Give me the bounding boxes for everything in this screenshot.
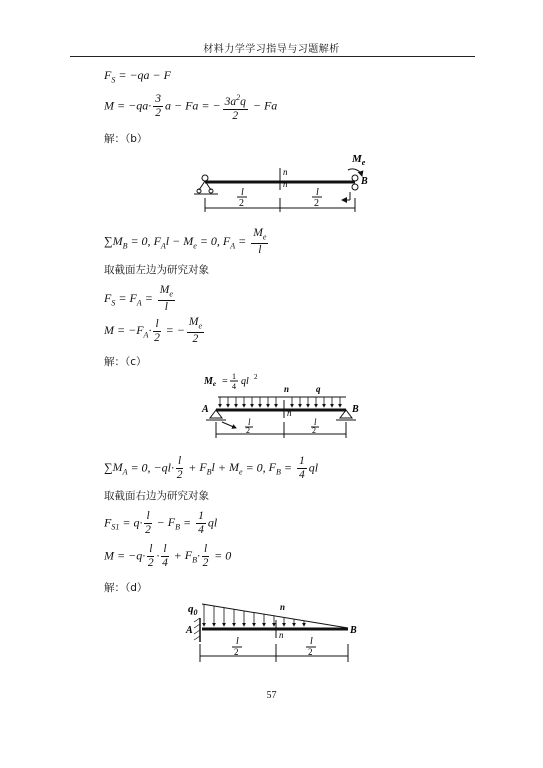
equation-c-M: M = −q· $\frac{l}{2}$ · $\frac{l}{4}$ + $F_B\cdot$ $\frac{l}{2}$ = 0 [104, 543, 232, 569]
fig-c-support-b: B [352, 404, 359, 415]
fig-c-load-q: q [316, 384, 321, 394]
solution-b-section-text: 取截面左边为研究对象 [104, 264, 209, 276]
svg-text:l: l [248, 417, 251, 427]
fig-b-moment-label: $M_e$ [352, 153, 366, 167]
figure-c-beam-diagram [196, 370, 366, 440]
equation-c-moment: $\sum M_A = 0$, −ql· $\frac{l}{2}$ + $F_Bl + M_e = 0$, $F_B$ = $\frac{1}{4}$ ql [104, 455, 319, 481]
equation-b-shear: $F_S = F_A$ = $\frac{M_e}{l}$ [104, 284, 173, 314]
svg-text:2: 2 [308, 647, 313, 657]
svg-text:l: l [236, 636, 239, 647]
fig-b-section-n-bottom: n [283, 179, 288, 189]
equation-moment-prev: M = −qa· $\frac{3}{2}$ a − Fa = − $\frac{3a^2q}{2}$ − Fa [104, 93, 278, 122]
fig-b-dim-left: l [241, 187, 244, 198]
fig-b-dim-right: l [316, 187, 319, 198]
fig-b-section-n-top: n [283, 167, 288, 177]
svg-text:2: 2 [246, 426, 250, 435]
page-number: 57 [266, 690, 277, 701]
solution-c-section-text: 取截面右边为研究对象 [104, 490, 209, 502]
figure-b-beam-diagram [190, 148, 390, 218]
svg-text:2: 2 [239, 198, 244, 209]
solution-d-label: 解：（d） [104, 582, 148, 594]
fig-d-support-a: A [186, 625, 193, 636]
equation-shear-prev: $F_S = -qa - F$ [104, 68, 171, 85]
fig-d-load-q0: $q_0$ [188, 603, 198, 617]
solution-c-label: 解：（c） [104, 356, 147, 368]
svg-text:2: 2 [254, 373, 258, 381]
equation-c-shear: $F_{S1} = q\cdot$ $\frac{l}{2}$ − $F_B$ = $\frac{1}{4}$ ql [104, 510, 218, 536]
svg-text:=: = [222, 376, 228, 387]
svg-text:n: n [279, 630, 284, 640]
svg-text:1: 1 [232, 372, 236, 381]
svg-text:ql: ql [241, 376, 249, 387]
running-header: 材料力学学习指导与习题解析 [203, 44, 340, 55]
fig-b-support-b: B [361, 176, 368, 187]
svg-text:l: l [314, 417, 317, 427]
svg-text:2: 2 [312, 426, 316, 435]
equation-b-M: $M = -F_A\cdot$ $\frac{l}{2}$ = − $\frac{M_e}{2}$ [104, 316, 202, 346]
fig-d-support-b: B [350, 625, 357, 636]
svg-text:2: 2 [314, 198, 319, 209]
equation-b-moment: $\sum M_B = 0$, $F_Al - M_e = 0$, $F_A$ = $\frac{M_e}{l}$ [104, 227, 267, 257]
header-rule [70, 56, 475, 57]
fig-c-section-n: n [284, 384, 290, 394]
figure-d-beam-diagram [180, 598, 370, 666]
svg-text:n: n [287, 408, 292, 418]
svg-text:4: 4 [232, 382, 236, 391]
fig-c-support-a: A [202, 404, 209, 415]
svg-text:l: l [310, 636, 313, 647]
fig-c-moment-label: $M_e$ [204, 376, 217, 388]
solution-b-label: 解：（b） [104, 133, 148, 145]
svg-text:2: 2 [234, 647, 239, 657]
fig-d-section-n: n [280, 602, 286, 612]
